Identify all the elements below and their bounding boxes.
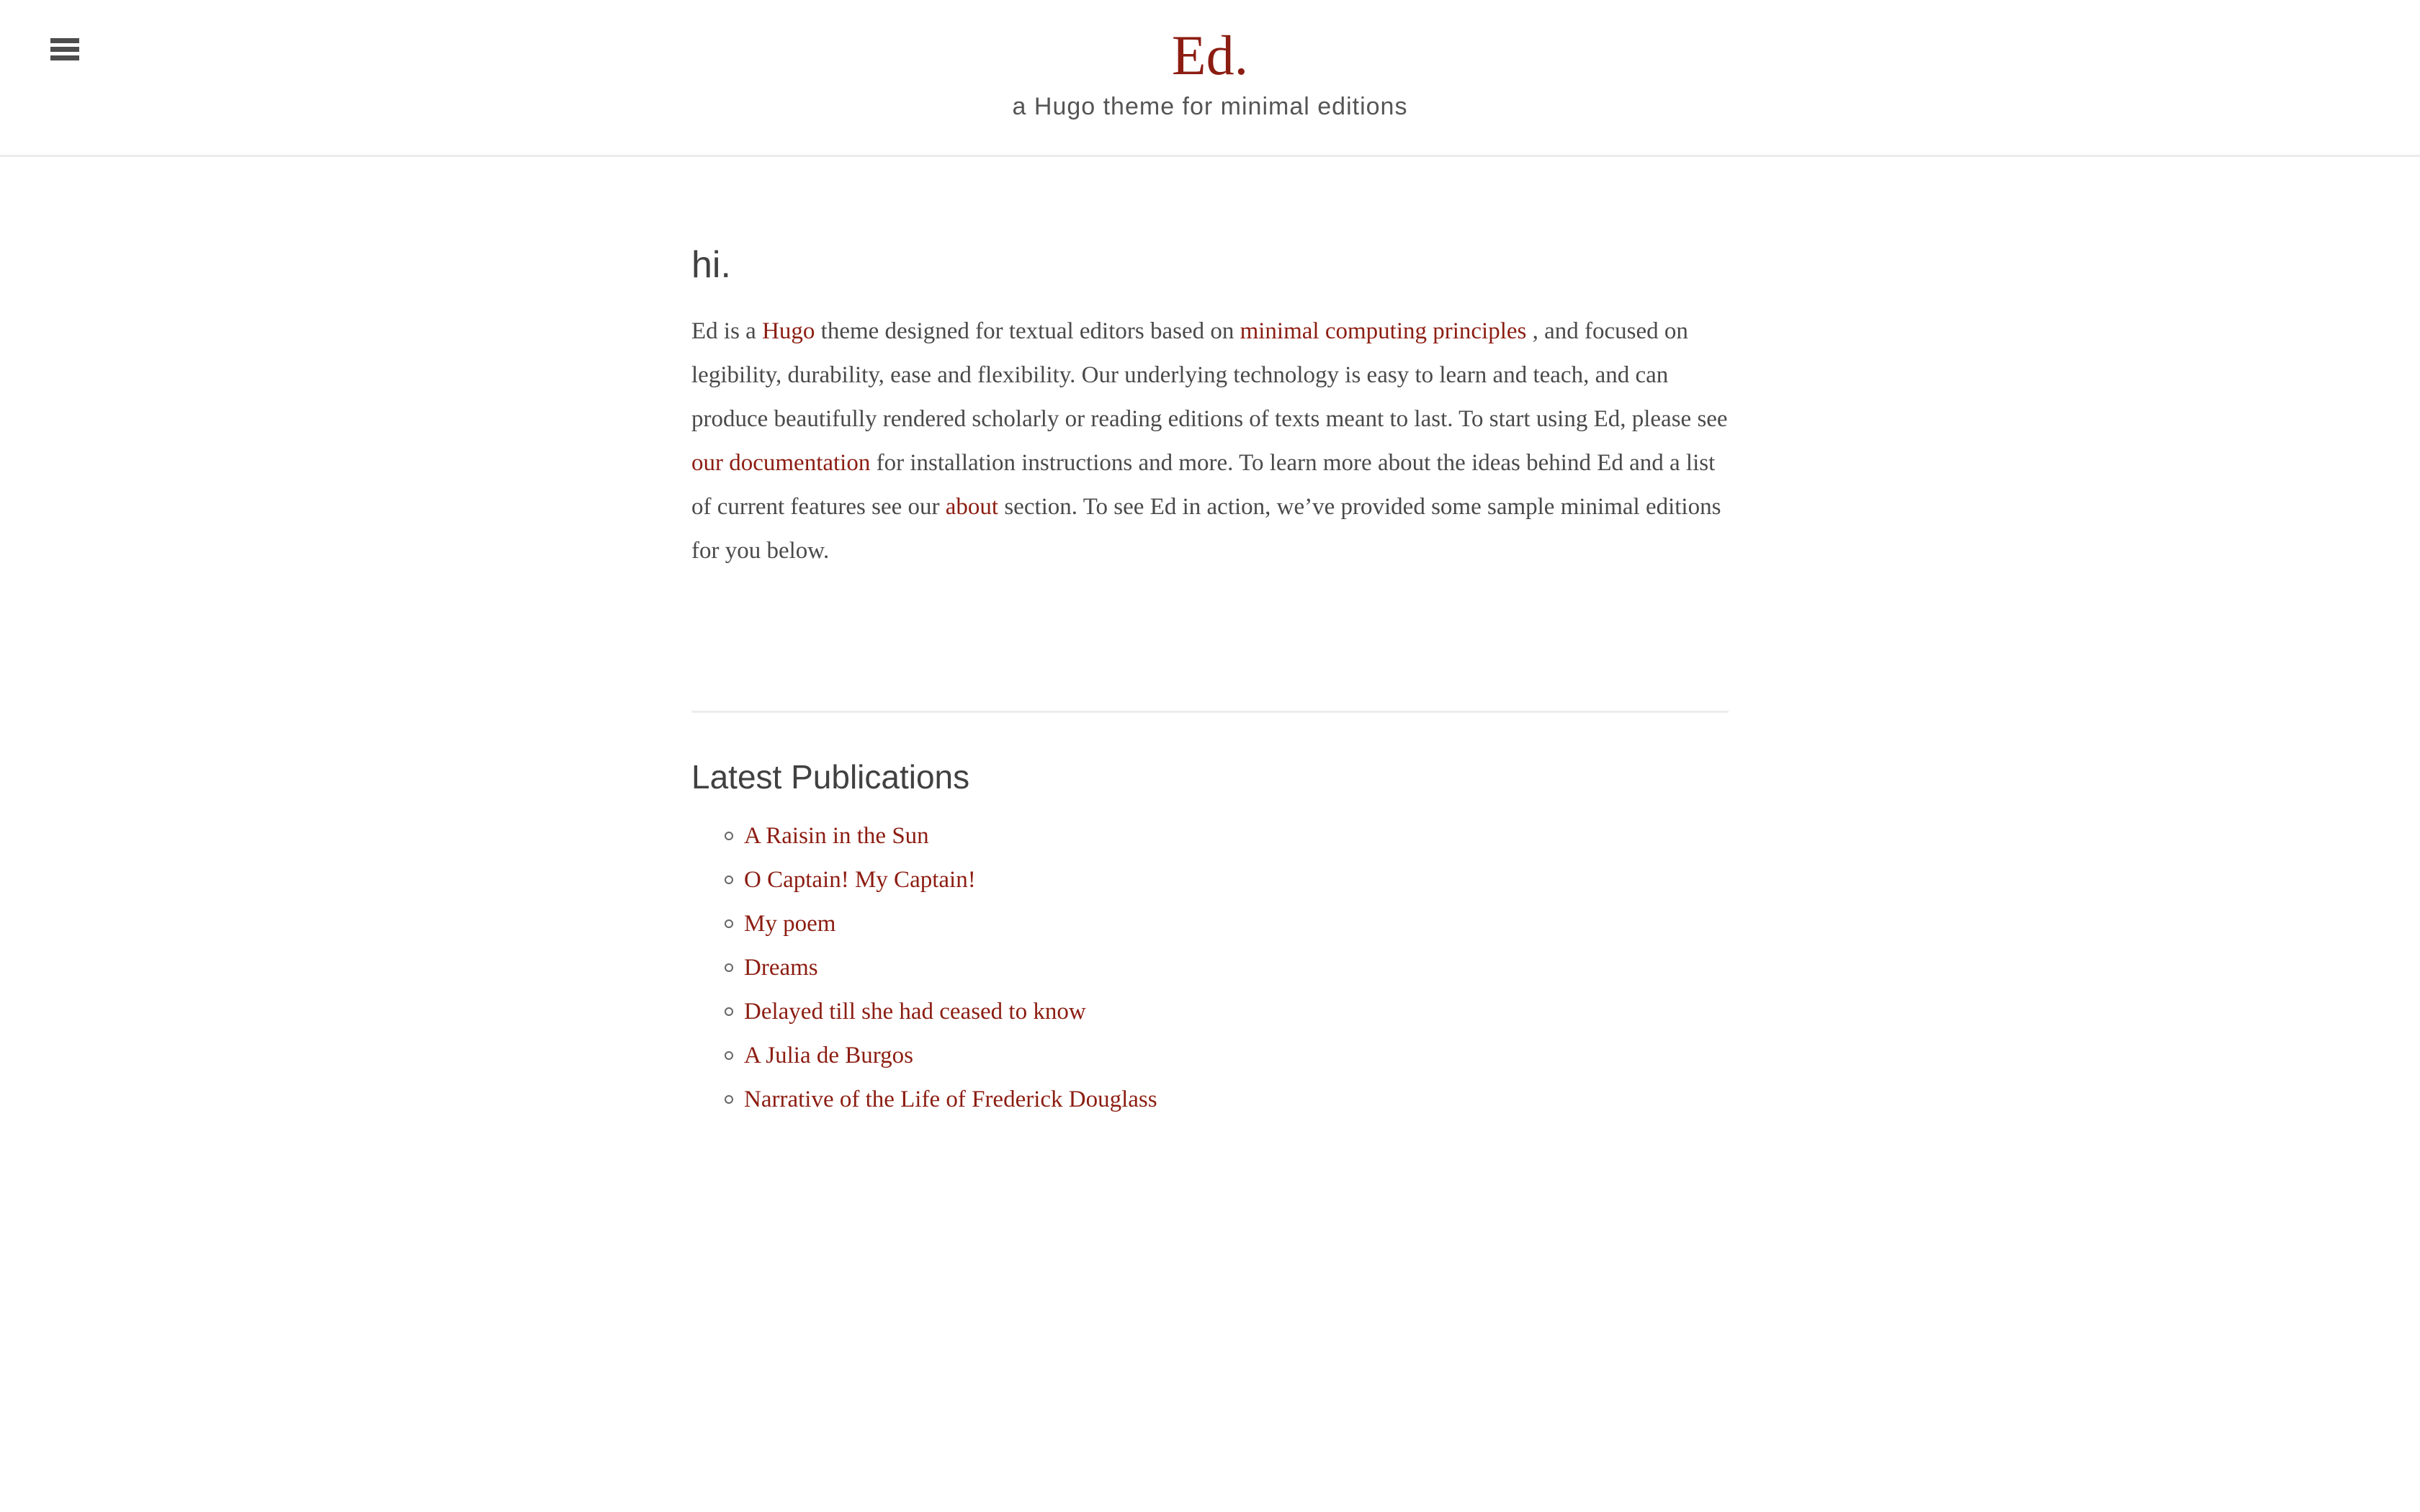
publication-item — [691, 1078, 1729, 1122]
hamburger-menu-icon — [50, 38, 79, 43]
paragraph-text: section. To see Ed in action, we’ve provided some sample minimal editions for you below. — [691, 494, 1721, 564]
publication-link[interactable]: O Captain! My Captain! — [744, 867, 976, 893]
main-content — [691, 245, 1729, 1122]
inline-link[interactable]: about — [945, 494, 999, 520]
publication-link[interactable]: Narrative of the Life of Frederick Douglass — [744, 1086, 1157, 1112]
publication-link[interactable]: A Julia de Burgos — [744, 1043, 913, 1068]
paragraph-text: theme designed for textual editors based on — [815, 318, 1240, 344]
publication-link[interactable]: My poem — [744, 911, 836, 937]
inline-link[interactable]: minimal computing principles — [1240, 318, 1527, 344]
paragraph-text: Ed is a — [691, 318, 763, 344]
hamburger-menu-icon — [50, 55, 79, 60]
publication-item — [691, 946, 1729, 990]
site-title[interactable]: Ed. — [1171, 24, 1249, 86]
publication-item — [691, 902, 1729, 946]
hamburger-menu-icon — [50, 47, 79, 52]
paragraph-text: , and focused on legibility, durability, ease and flexibility. Our underlying technology is easy to learn and teach, and can produce beautifully rendered scholarly or reading editions of texts meant to last. To start using Ed, please see — [691, 318, 1728, 432]
publication-item — [691, 858, 1729, 902]
publication-item — [691, 1034, 1729, 1078]
site-subtitle: a Hugo theme for minimal editions — [1012, 93, 1408, 120]
publication-item — [691, 814, 1729, 858]
publications-list — [691, 814, 1729, 1122]
section-divider — [691, 711, 1729, 713]
inline-link[interactable]: our documentation — [691, 450, 871, 476]
publication-link[interactable]: Dreams — [744, 955, 818, 981]
publication-link[interactable]: Delayed till she had ceased to know — [744, 999, 1086, 1025]
site-header — [0, 0, 2420, 157]
publications-heading: Latest Publications — [691, 758, 970, 796]
paragraph-text: for installation instructions and more. To learn more about the ideas behind Ed and a list of current features see our — [691, 450, 1716, 520]
page-title: hi. — [691, 244, 731, 286]
publication-item — [691, 990, 1729, 1034]
inline-link[interactable]: Hugo — [762, 318, 815, 344]
intro-paragraph — [691, 310, 1729, 573]
publication-link[interactable]: A Raisin in the Sun — [744, 823, 929, 849]
menu-button[interactable] — [50, 37, 79, 60]
